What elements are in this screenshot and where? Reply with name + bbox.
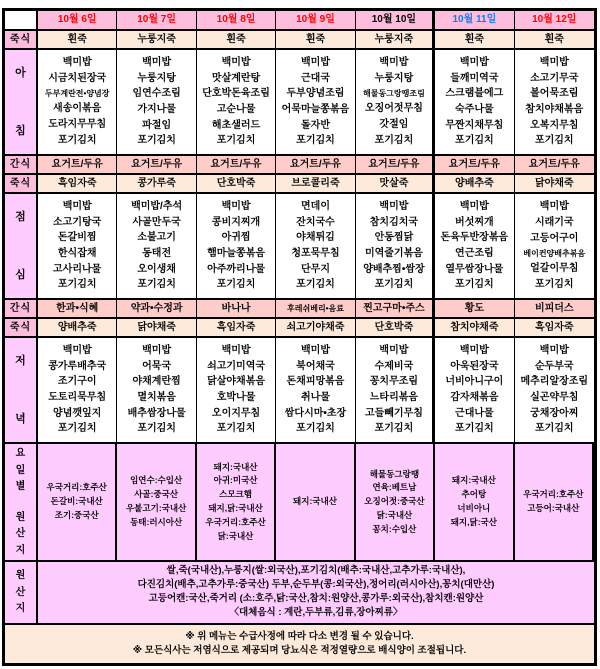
menu-item: 백미밥 [459, 345, 489, 357]
porridge-cell: 콩가루죽 [117, 175, 196, 194]
menu-item: 누룽지탕 [137, 72, 176, 84]
menu-item: 청포묵무침 [291, 248, 340, 260]
menu-item: 숙주나물 [455, 104, 494, 116]
menu-item: 고들빼기무침 [364, 407, 423, 419]
porridge-cell: 닭야채죽 [117, 319, 196, 338]
menu-item: 안동찜닭 [374, 232, 414, 244]
menu-item: 포기김치 [455, 423, 494, 435]
daily-origin-cell [356, 444, 435, 562]
label-char: 산 [15, 586, 26, 598]
menu-item: 포기김치 [374, 279, 414, 291]
breakfast-section-label [5, 50, 38, 156]
menu-item: 돈육두반장볶음 [440, 232, 509, 244]
menu-item: 포기김치 [534, 279, 574, 290]
origin-line: 너비아니 [457, 503, 491, 513]
menu-item: 참치야채볶음 [525, 104, 584, 116]
porridge-cell: 흑임자죽 [38, 175, 117, 194]
footer-note-line: ※ 모든식사는 저염식으로 제공되며 당뇨식은 적정열량으로 배식양이 조절됩니다. [132, 644, 467, 656]
menu-item: 소고기무국 [530, 72, 579, 84]
menu-item: 멸치볶음 [137, 392, 176, 404]
label-char: 원 [15, 511, 26, 523]
breakfast-menu-cell [276, 50, 355, 156]
menu-item: 수제비국 [374, 360, 414, 372]
origin-line: 동태:러시아산 [130, 516, 183, 527]
snack-cell: 한과•식혜 [38, 300, 117, 319]
menu-item: 근대나물 [455, 407, 494, 419]
origin-line: 아귀:미국산 [213, 475, 258, 486]
menu-item: 한식잡채 [57, 248, 97, 260]
snack-row-label: 간식 [5, 300, 38, 319]
origin-line: 우불고기:국내산 [125, 503, 187, 513]
date-header: 10월 10일 [356, 11, 435, 31]
porridge-cell: 흰죽 [38, 31, 117, 50]
origin-line: 추어탕 [461, 489, 487, 500]
origin-line: 사골:중국산 [134, 489, 179, 500]
menu-item: 오복지무침 [530, 119, 579, 131]
menu-item: 돌자반 [301, 119, 330, 131]
menu-item: 콩비지찌개 [211, 216, 261, 228]
origin-line: 고등어:국내산 [527, 503, 580, 513]
menu-item: 백미밥 [379, 201, 409, 213]
menu-item: 포기김치 [57, 423, 97, 435]
porridge-cell: 흰죽 [515, 31, 594, 50]
menu-item: 해초샐러드 [211, 119, 261, 131]
menu-item: 포기김치 [455, 135, 494, 147]
menu-item: 포기김치 [296, 279, 335, 291]
label-char: 침 [15, 124, 26, 137]
menu-item: 포기김치 [455, 279, 494, 291]
menu-item: 조기구이 [57, 376, 97, 388]
menu-item: 백미밥 [142, 57, 172, 69]
menu-item: 백미밥 [221, 345, 251, 357]
snack-cell: 비피더스 [515, 300, 594, 319]
origin-notes-line: 〈대체음식 : 계란,두부류,김류,장아찌류〉 [229, 606, 403, 618]
menu-item: 아주까리나물 [207, 263, 266, 275]
menu-item: 가지나물 [137, 104, 176, 116]
origin-notes-cell [38, 562, 594, 625]
date-header: 10월 12일 [515, 11, 594, 31]
snack-cell: 요거트/두유 [276, 156, 355, 175]
menu-item: 볼어묵조림 [530, 88, 579, 100]
menu-item: 백미밥 [221, 57, 251, 69]
porridge-cell: 양배추죽 [38, 319, 117, 338]
daily-origin-cell [117, 444, 196, 562]
dinner-menu-cell [117, 338, 196, 444]
snack-cell: 바나나 [197, 300, 276, 319]
snack-cell: 요거트/두유 [117, 156, 196, 175]
label-char: 저 [15, 354, 26, 367]
menu-item: 백미밥 [539, 201, 569, 213]
menu-item: 백미밥 [459, 57, 489, 69]
snack-cell: 요거트/두유 [515, 156, 594, 175]
menu-item: 포기김치 [534, 135, 574, 147]
origin-notes-line: 다진김치(배추,고추가루:중국산) 두부,순두부(콩:외국산),정어리(러시아산),꽁치(대만산) [137, 579, 495, 591]
origin-line: 스모크햄 [219, 489, 252, 500]
dinner-menu-cell [197, 338, 276, 444]
menu-item: 포기김치 [57, 135, 97, 146]
footer-note-line: ※ 위 메뉴는 수급사정에 따라 다소 변경 될 수 있습니다. [185, 630, 414, 642]
menu-item: 고등어구이 [530, 233, 579, 245]
porridge-cell: 흰죽 [435, 31, 514, 50]
menu-item: 누룽지탕 [374, 73, 414, 85]
menu-item: 미역줄기볶음 [364, 248, 423, 260]
menu-item: 야채계란찜 [132, 376, 181, 388]
footer-notes-cell [5, 625, 594, 663]
menu-item: 북어채국 [296, 360, 335, 372]
daily-origin-section-label [5, 444, 38, 562]
porridge-cell: 흑임자죽 [197, 319, 276, 338]
label-char: 아 [15, 66, 26, 79]
porridge-row-label: 죽식 [5, 31, 38, 50]
menu-item: 베이컨양배추볶음 [523, 249, 586, 259]
origin-line: 돼지:국내산 [213, 461, 258, 472]
origin-line: 돼지:국내산 [293, 496, 337, 507]
dinner-menu-cell [356, 338, 435, 444]
lunch-section-label [5, 194, 38, 300]
menu-item: 배추쌈장나물 [127, 407, 186, 419]
menu-item: 백미밥 [539, 57, 569, 69]
daily-origin-cell [38, 444, 117, 562]
table-corner-cell [5, 11, 38, 31]
menu-item: 연근조림 [455, 248, 494, 260]
menu-item: 갓절임 [379, 119, 409, 131]
menu-item: 호박나물 [216, 392, 256, 404]
daily-origin-cell [197, 444, 276, 562]
snack-cell: 요거트/두유 [435, 156, 514, 175]
origin-line: 닭:국내산 [376, 509, 413, 520]
menu-item: 너비아니구이 [445, 376, 504, 388]
menu-item: 포기김치 [216, 279, 256, 291]
menu-item: 포기김치 [534, 423, 574, 435]
menu-item: 포기김치 [296, 423, 335, 435]
snack-cell: 약과•수정과 [117, 300, 196, 319]
label-char: 녁 [15, 412, 26, 425]
menu-item: 꽁치무조림 [369, 376, 419, 388]
menu-item: 스크램블에그 [445, 88, 504, 100]
menu-item: 쇠고기미역국 [207, 360, 266, 372]
menu-item: 포기김치 [57, 279, 97, 291]
menu-item: 단호박돈육조림 [202, 88, 270, 100]
menu-item: 시래기국 [534, 217, 574, 229]
menu-item: 근대국 [301, 72, 330, 84]
origin-line: 임연수:수입산 [130, 475, 183, 486]
menu-item: 감자채볶음 [450, 392, 499, 404]
menu-item: 도라지무무침 [48, 119, 107, 131]
menu-item: 무짠지채무침 [445, 119, 504, 131]
menu-item: 소불고기 [137, 232, 176, 244]
origin-line: 조기:중국산 [54, 509, 99, 520]
lunch-menu-cell [197, 194, 276, 300]
date-header: 10월 7일 [117, 11, 196, 31]
menu-item: 어묵국 [142, 360, 172, 372]
menu-item: 느타리볶음 [369, 392, 419, 404]
menu-item: 사골만두국 [132, 216, 181, 228]
menu-item: 백미밥 [539, 345, 569, 357]
menu-item: 새송이볶음 [53, 103, 102, 115]
origin-line: 해물동그랑땡 [369, 468, 420, 479]
menu-item: 포기김치 [374, 423, 414, 435]
menu-item: 돈갈비찜 [57, 232, 97, 244]
porridge-cell: 단호박죽 [197, 175, 276, 194]
origin-notes-line: 고등어캔:국산,죽거리 (소:호주,닭:국산,참치:원양산,콩가루:외국산),참치캔:원양산 [148, 593, 484, 604]
menu-item: 백미밥 [62, 345, 92, 357]
breakfast-menu-cell [117, 50, 196, 156]
menu-item: 오이지무침 [211, 407, 261, 419]
menu-item: 임연수조림 [132, 88, 181, 100]
menu-item: 백미밥 [379, 345, 409, 357]
menu-item: 얼갈이무침 [530, 263, 579, 275]
snack-cell: 요거트/두유 [356, 156, 435, 175]
origin-line: 돼지,닭:국내산 [208, 503, 263, 513]
menu-item: 백미밥 [301, 345, 330, 357]
breakfast-menu-cell [38, 50, 117, 156]
menu-item: 해물동그랑땡조림 [363, 89, 425, 99]
menu-item: 백미밥 [301, 57, 330, 69]
snack-row-label: 간식 [5, 156, 38, 175]
label-char: 별 [15, 481, 26, 492]
menu-item: 오이생채 [137, 263, 176, 275]
date-header: 10월 6일 [38, 11, 117, 31]
menu-item: 오징어젓무침 [364, 103, 423, 115]
label-char: 산 [15, 528, 26, 539]
menu-item: 버섯찌개 [455, 216, 494, 228]
menu-item: 단무지 [301, 263, 330, 275]
menu-item: 순두부국 [534, 360, 574, 372]
dinner-menu-cell [515, 338, 594, 444]
menu-item: 잔치국수 [296, 216, 335, 228]
lunch-menu-cell [276, 194, 355, 300]
origin-line: 우국거리:호주산 [205, 516, 266, 527]
label-char: 점 [15, 210, 26, 223]
porridge-row-label: 죽식 [5, 319, 38, 338]
porridge-cell: 누룽지죽 [117, 31, 196, 50]
menu-item: 포기김치 [137, 279, 176, 291]
label-char: 일 [15, 464, 26, 476]
menu-item: 들깨미역국 [450, 72, 499, 84]
origin-line: 오징어젓:중국산 [364, 496, 425, 507]
lunch-menu-cell [117, 194, 196, 300]
origin-line: 돼지:국내산 [451, 475, 496, 486]
menu-item: 동태전 [142, 248, 172, 260]
menu-item: 포기김치 [137, 135, 176, 147]
menu-item: 야채튀김 [296, 232, 335, 244]
origin-line: 꽁치:수입산 [372, 523, 417, 534]
daily-origin-cell [276, 444, 355, 562]
porridge-cell: 쇠고기야채죽 [276, 319, 355, 338]
porridge-cell: 참치야채죽 [435, 319, 514, 338]
porridge-cell: 흰죽 [276, 31, 355, 50]
date-header: 10월 8일 [197, 11, 276, 31]
snack-cell: 요거트/두유 [38, 156, 117, 175]
menu-item: 백미밥 [459, 201, 489, 213]
menu-item: 양념깻잎지 [53, 407, 102, 419]
menu-item: 돈채피망볶음 [286, 376, 345, 388]
menu-item: 쌈다시마•초장 [284, 407, 347, 419]
menu-item: 닭살야채볶음 [207, 376, 266, 388]
porridge-cell: 브로콜리죽 [276, 175, 355, 194]
origin-line: 닭:국내산 [217, 530, 254, 541]
menu-item: 백미밥/추석 [131, 201, 183, 213]
menu-item: 아귀찜 [221, 232, 251, 244]
label-char: 지 [15, 603, 26, 615]
menu-item: 면데이 [301, 201, 330, 213]
menu-item: 포기김치 [296, 135, 335, 147]
menu-item: 맛살계란탕 [211, 72, 261, 84]
menu-item: 두부양념조림 [286, 88, 345, 100]
origin-line: 돼지,닭:국산 [450, 516, 497, 527]
dinner-menu-cell [38, 338, 117, 444]
menu-item: 고순나물 [216, 104, 256, 116]
lunch-menu-cell [435, 194, 514, 300]
menu-item: 백미밥 [379, 57, 409, 69]
menu-item: 실곤약무침 [530, 392, 579, 404]
menu-item: 취나물 [301, 392, 330, 404]
porridge-cell: 닭야채죽 [515, 175, 594, 194]
snack-cell: 요거트/두유 [197, 156, 276, 175]
menu-item: 시금치된장국 [48, 73, 107, 85]
menu-item: 열무쌈장나물 [445, 263, 504, 275]
menu-item: 파절임 [142, 119, 172, 131]
breakfast-menu-cell [435, 50, 514, 156]
daily-origin-cell [435, 444, 514, 562]
menu-item: 백미밥 [142, 345, 172, 357]
menu-item: 소고기탕국 [53, 216, 102, 228]
menu-item: 두부계란전•양념장 [44, 89, 110, 99]
porridge-cell: 단호박죽 [356, 319, 435, 338]
porridge-cell: 맛살죽 [356, 175, 435, 194]
origin-notes-line: 쌀,죽(국내산),누룽지(쌀:외국산),포기김치(배추:국내산,고추가루:국내산), [166, 565, 466, 577]
lunch-menu-cell [356, 194, 435, 300]
menu-item: 어묵마늘쫑볶음 [281, 104, 350, 116]
menu-item: 포기김치 [137, 423, 176, 435]
menu-item: 참치김치국 [369, 216, 419, 228]
breakfast-menu-cell [197, 50, 276, 156]
breakfast-menu-cell [356, 50, 435, 156]
date-header: 10월 9일 [276, 11, 355, 31]
menu-item: 궁채장아찌 [530, 407, 579, 419]
label-char: 심 [15, 268, 26, 281]
origin-line: 연육:베트남 [372, 482, 417, 493]
snack-cell: 찐고구마•주스 [356, 300, 435, 319]
menu-item: 아욱된장국 [450, 360, 499, 372]
lunch-menu-cell [38, 194, 117, 300]
menu-item: 도토리묵무침 [48, 392, 107, 404]
porridge-cell: 흰죽 [197, 31, 276, 50]
dinner-section-label [5, 338, 38, 444]
snack-cell: 후레쉬베리•음료 [276, 300, 355, 319]
menu-item: 햄마늘쫑볶음 [207, 248, 266, 260]
origin-line: 우국거리:호주산 [523, 489, 584, 500]
menu-item: 백미밥 [62, 57, 92, 69]
lunch-menu-cell [515, 194, 594, 300]
origin-line: 우국거리:호주산 [46, 482, 107, 493]
menu-item: 포기김치 [374, 135, 414, 146]
snack-cell: 황도 [435, 300, 514, 319]
menu-item: 고사리나물 [53, 263, 102, 275]
porridge-cell: 흑임자죽 [515, 319, 594, 338]
breakfast-menu-cell [515, 50, 594, 156]
label-char: 지 [15, 544, 26, 556]
menu-item: 콩가루배추국 [48, 360, 107, 372]
origin-line: 돈갈비:국내산 [50, 496, 103, 507]
porridge-cell: 양배추죽 [435, 175, 514, 194]
porridge-row-label: 죽식 [5, 175, 38, 194]
menu-item: 백미밥 [221, 201, 251, 213]
daily-origin-cell [515, 444, 594, 562]
menu-item: 포기김치 [216, 423, 256, 435]
weekly-meal-plan-table [2, 8, 597, 666]
menu-item: 포기김치 [216, 135, 256, 147]
label-char: 원 [15, 570, 26, 582]
dinner-menu-cell [435, 338, 514, 444]
menu-item: 양배추찜•쌈장 [363, 263, 425, 275]
date-header: 10월 11일 [435, 11, 514, 31]
menu-item: 백미밥 [62, 201, 92, 213]
menu-item: 메추리알장조림 [520, 376, 589, 388]
label-char: 요 [15, 448, 26, 459]
dinner-menu-cell [276, 338, 355, 444]
porridge-cell: 누룽지죽 [356, 31, 435, 50]
origin-section-label [5, 562, 38, 625]
